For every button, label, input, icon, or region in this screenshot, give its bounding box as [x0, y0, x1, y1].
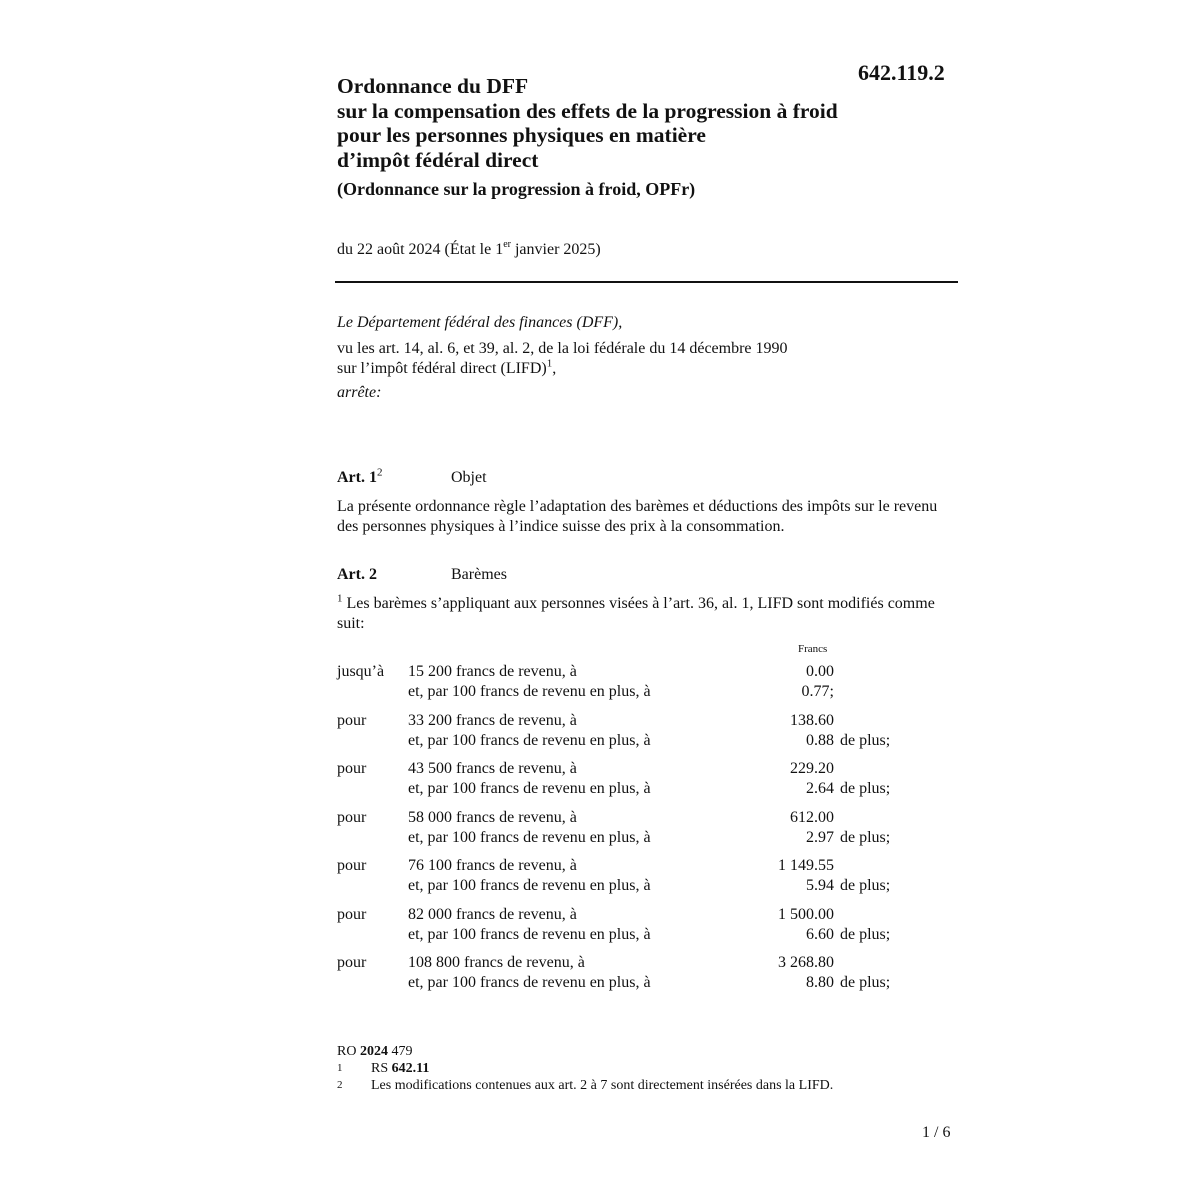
tariff-label: jusqu’à	[337, 663, 385, 680]
title-line: sur la compensation des effets de la progression à froid	[337, 98, 838, 123]
article-title: Objet	[451, 469, 487, 486]
date-line	[337, 238, 601, 259]
tariff-row	[337, 857, 957, 906]
tariff-suffix: de plus;	[840, 877, 891, 894]
ro-reference	[337, 1043, 957, 1060]
article-number	[337, 466, 451, 487]
ro-page: 479	[387, 1044, 413, 1059]
title-line: d’impôt fédéral direct	[337, 147, 539, 172]
tariff-label: pour	[337, 857, 367, 874]
tariff-base-tax: 612.00	[790, 808, 834, 826]
tariff-row	[337, 809, 957, 858]
tariff-rate: 6.60	[806, 925, 834, 943]
footnote-number: 1	[337, 1062, 343, 1074]
tariff-income-threshold: 82 000 francs de revenu, à	[408, 905, 577, 923]
paragraph-text: Les barèmes s’appliquant aux personnes visées à l’art. 36, al. 1, LIFD sont modifiés comme suit:	[337, 595, 935, 632]
date-prefix: du 22 août 2024 (État le 1	[337, 241, 504, 258]
date-suffix: janvier 2025)	[510, 241, 601, 258]
preamble-line	[337, 359, 957, 379]
sr-number: 642.119.2	[858, 60, 945, 85]
tariff-income-threshold: 43 500 francs de revenu, à	[408, 760, 577, 777]
footnote-ref[interactable]: 2	[376, 466, 383, 479]
tariff-rate: 0.88	[806, 731, 834, 749]
tariff-rate-text: et, par 100 francs de revenu en plus, à	[408, 925, 651, 943]
tariff-base-tax: 229.20	[790, 760, 834, 777]
article-1-text: La présente ordonnance règle l’adaptation des barèmes et déductions des impôts sur le revenu des personnes physiques à l’indice suisse des prix à la consommation.	[337, 498, 938, 535]
tariff-rate: 5.94	[806, 877, 834, 894]
article-number-text: Art. 1	[337, 469, 377, 486]
tariff-label: pour	[337, 808, 367, 826]
paragraph-number: 1	[337, 592, 343, 605]
tariff-rate: 2.64	[806, 780, 834, 797]
tariff-suffix: de plus;	[840, 925, 891, 943]
date-sup: er	[503, 238, 511, 250]
preamble-line: vu les art. 14, al. 6, et 39, al. 2, de la loi fédérale du 14 décembre 1990	[337, 340, 788, 357]
tariff-rate-text: et, par 100 francs de revenu en plus, à	[408, 877, 651, 894]
tariff-suffix: de plus;	[840, 731, 891, 749]
footnote-text: Les modifications contenues aux art. 2 à 7 sont directement insérées dans la LIFD.	[371, 1078, 834, 1093]
article-1-heading	[337, 466, 487, 487]
tariff-row	[337, 760, 957, 809]
tariff-row	[337, 906, 957, 955]
footnote	[337, 1060, 957, 1077]
header-divider	[335, 281, 958, 283]
tariff-label: pour	[337, 711, 367, 729]
title-line: Ordonnance du DFF	[337, 74, 529, 98]
tariff-income-threshold: 33 200 francs de revenu, à	[408, 711, 577, 729]
tariff-rate: 2.97	[806, 828, 834, 846]
article-2-text	[337, 594, 957, 634]
tariff-rate-text: et, par 100 francs de revenu en plus, à	[408, 683, 651, 700]
ro-year: 2024	[359, 1044, 388, 1059]
preamble-text: sur l’impôt fédéral direct (LIFD)	[337, 360, 547, 377]
arrete: arrête:	[337, 384, 382, 401]
tariff-rate-text: et, par 100 francs de revenu en plus, à	[408, 731, 651, 749]
article-2-heading	[337, 566, 507, 584]
column-header-francs: Francs	[798, 643, 828, 655]
tariff-label: pour	[337, 760, 367, 777]
ro-prefix: RO	[337, 1044, 360, 1059]
tariff-income-threshold: 108 800 francs de revenu, à	[408, 954, 585, 971]
footnotes	[337, 1043, 957, 1094]
footnote-bold: 642.11	[391, 1061, 430, 1076]
tariff-rate-text: et, par 100 francs de revenu en plus, à	[408, 780, 651, 797]
tariff-base-tax: 0.00	[806, 663, 834, 680]
article-title: Barèmes	[451, 566, 507, 583]
tariff-suffix: de plus;	[840, 780, 891, 797]
tariff-table	[337, 663, 957, 1003]
footnote-prefix: RS	[371, 1061, 392, 1076]
tariff-rate: 8.80	[806, 974, 834, 991]
tariff-label: pour	[337, 954, 367, 971]
preamble	[337, 313, 957, 403]
tariff-rate-text: et, par 100 francs de revenu en plus, à	[408, 974, 651, 991]
tariff-base-tax: 1 500.00	[778, 905, 834, 923]
footnote-ref[interactable]: 1	[546, 357, 553, 370]
tariff-rate: 0.77;	[801, 683, 834, 700]
tariff-base-tax: 3 268.80	[778, 954, 834, 971]
tariff-income-threshold: 76 100 francs de revenu, à	[408, 857, 577, 874]
tariff-income-threshold: 15 200 francs de revenu, à	[408, 663, 577, 680]
title-line: pour les personnes physiques en matière	[337, 123, 706, 147]
tariff-row	[337, 712, 957, 761]
tariff-base-tax: 1 149.55	[778, 857, 834, 874]
tariff-income-threshold: 58 000 francs de revenu, à	[408, 808, 577, 826]
tariff-suffix: de plus;	[840, 974, 891, 991]
tariff-label: pour	[337, 905, 367, 923]
footnote-text	[371, 1060, 429, 1077]
footnote-number: 2	[337, 1079, 343, 1091]
preamble-punct: ,	[552, 360, 557, 377]
tariff-rate-text: et, par 100 francs de revenu en plus, à	[408, 828, 651, 846]
footnote	[337, 1077, 957, 1094]
short-title: (Ordonnance sur la progression à froid, OPFr)	[337, 179, 696, 199]
tariff-suffix: de plus;	[840, 828, 891, 846]
issuing-authority: Le Département fédéral des finances (DFF),	[337, 314, 623, 331]
tariff-row	[337, 954, 957, 1003]
article-number: Art. 2	[337, 566, 377, 583]
title-block	[337, 74, 937, 200]
tariff-row	[337, 663, 957, 712]
tariff-base-tax: 138.60	[790, 711, 834, 729]
page-number: 1 / 6	[922, 1124, 951, 1141]
